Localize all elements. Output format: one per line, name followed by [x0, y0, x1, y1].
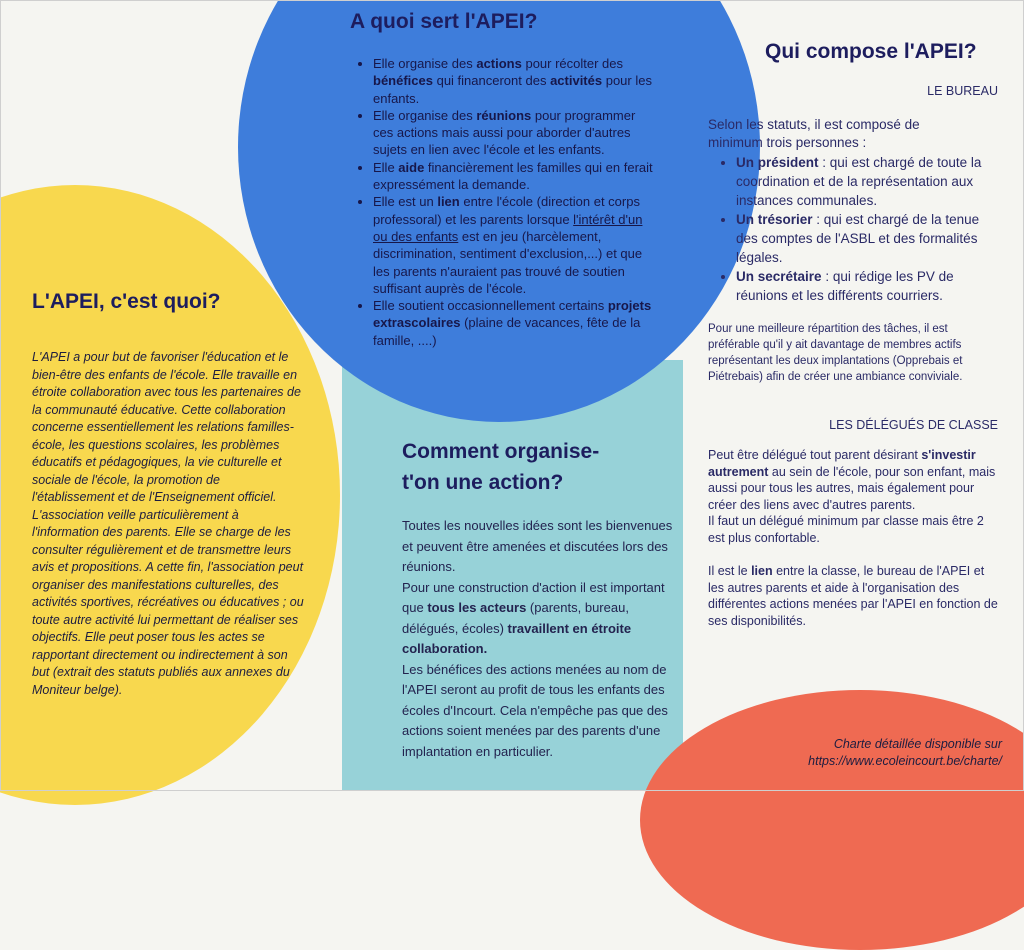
action-para-2: Pour une construction d'action il est important que tous les acteurs (parents, bureau, délégués, écoles) travaillent en étroite collaboration. [402, 579, 665, 656]
purpose-item: • Elle soutient occasionnellement certains projets extrascolaires (plaine de vacances, fête de la famille, ....) [373, 297, 655, 349]
action-title-line2: t'on une action? [402, 471, 564, 494]
purpose-list [355, 55, 655, 349]
purpose-title: A quoi sert l'APEI? [350, 10, 538, 33]
purpose-item: • Elle organise des actions pour récolter des bénéfices qui financeront des activités pour les enfants. [373, 55, 655, 107]
delegates-para-1: Peut être délégué tout parent désirant s'investir autrement au sein de l'école, pour son enfant, mais aussi pour tous les autres, mais également pour créer des liens avec d'autres parents. [708, 448, 996, 512]
purpose-item: • Elle aide financièrement les familles qui en ferait expressément la demande. [373, 159, 655, 194]
composition-title: Qui compose l'APEI? [765, 40, 977, 63]
bureau-note: Pour une meilleure répartition des tâches, il est préférable qu'il y ait davantage de membres actifs représentant les deux implantations (Opprebais et Piétrebais) afin de créer une ambiance conviviale. [708, 323, 963, 383]
delegates-body [708, 447, 998, 629]
charter-line: Charte détaillée disponible sur [833, 737, 1002, 751]
bureau-members [718, 153, 1003, 305]
member-treasurer: • Un trésorier : qui est chargé de la tenue des comptes de l'ASBL et des formalités légales. [736, 210, 1003, 267]
purpose-item: • Elle est un lien entre l'école (direction et corps professoral) et les parents lorsque l'intérêt d'un ou des enfants est en jeu (harcèlement, discrimination, sentiment d'exclusion,...) et que les parents n'auraient pas trouvé de soutien suffisant auprès de l'école. [373, 193, 655, 297]
delegates-para-3: Il est le lien entre la classe, le bureau de l'APEI et les autres parents et aide à l'organisation des différentes actions menées par l'APEI en fonction de ses disponibilités. [708, 564, 998, 628]
what-title: L'APEI, c'est quoi? [32, 290, 221, 313]
member-president: • Un président : qui est chargé de toute la coordination et de la représentation aux instances communales. [736, 153, 1003, 210]
purpose-item: • Elle organise des réunions pour programmer ces actions mais aussi pour aborder d'autres sujets en lien avec l'école et les enfants. [373, 107, 655, 159]
action-title [402, 436, 599, 498]
delegates-para-2: Il faut un délégué minimum par classe mais être 2 est plus confortable. [708, 514, 984, 545]
delegates-heading: LES DÉLÉGUÉS DE CLASSE [829, 418, 998, 432]
action-para-1: Toutes les nouvelles idées sont les bienvenues et peuvent être amenées et discutées lors des réunions. [402, 518, 673, 574]
bureau-intro: Selon les statuts, il est composé de minimum trois personnes : [708, 117, 920, 150]
charter-note [740, 736, 1002, 769]
what-body: L'APEI a pour but de favoriser l'éducation et le bien-être des enfants de l'école. Elle travaille en étroite collaboration avec tous les partenaires de la communauté éducative. Cette collaboration concerne essentiellement les relations familles-école, les questions scolaires, les problèmes éducatifs et pédagogiques, la vie culturelle et sociale de l'école, la promotion de l'établissement et de l'Enseignement officiel. L'association veille particulièrement à l'information des parents. Elle se charge de les consulter régulièrement et de transmettre leurs avis et propositions. A cette fin, l'association peut organiser des manifestations culturelles, des activités sportives, récréatives ou éducatives ; ou toute autre activité lui permettant de réaliser ses objectifs. Elle peut poser tous les actes se rapportant directement ou indirectement à son but (extrait des statuts publiés aux annexes du Moniteur belge). [32, 350, 304, 697]
coral-circle [640, 690, 1024, 950]
action-title-line1: Comment organise- [402, 440, 600, 463]
charter-link[interactable]: https://www.ecoleincourt.be/charte/ [808, 753, 1002, 768]
action-body [402, 516, 674, 762]
member-secretary: • Un secrétaire : qui rédige les PV de réunions et les différents courriers. [736, 267, 1003, 305]
bureau-heading: LE BUREAU [927, 84, 998, 98]
action-para-3: Les bénéfices des actions menées au nom de l'APEI seront au profit de tous les enfants des écoles d'Incourt. Cela n'empêche pas que des actions soient menées par des parents d'une implantation en particulier. [402, 661, 668, 759]
